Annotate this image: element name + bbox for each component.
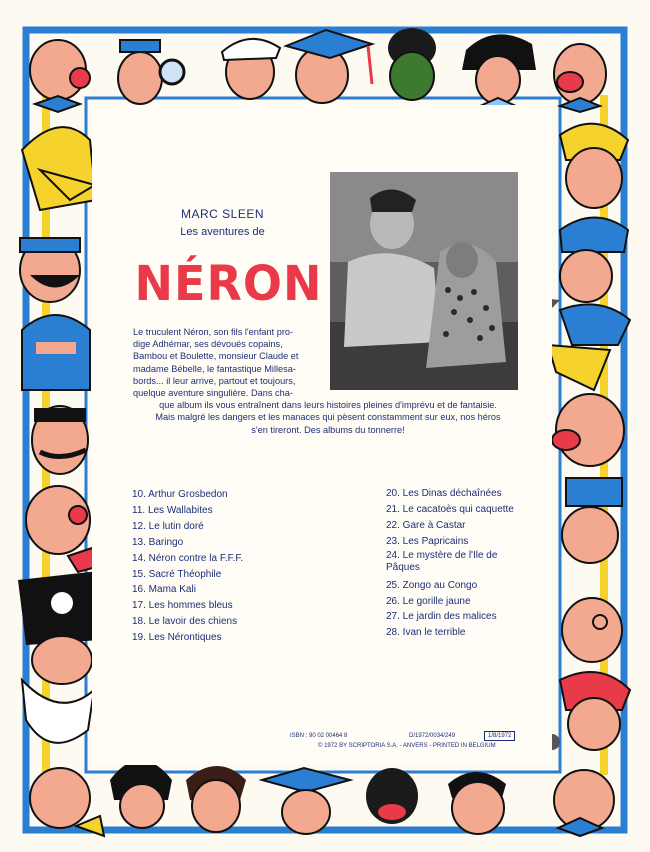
yellow-cap-man [22, 127, 96, 210]
intro-text-full: que album ils vous entraînent dans leurs histoires pleines d'imprévu et de fantaisie. Mais malgré les dangers et les manaces qui pèsent constamment sur eux, nos héros s'en tireront. Des albums du tonnerre! [155, 400, 501, 435]
album-item: 28. Ivan le terrible [386, 627, 466, 639]
album-list-left [132, 487, 377, 646]
fff-soldier [562, 478, 622, 563]
bottom-graduate [262, 768, 350, 834]
copyright-line: © 1972 BY SCRIPTORIA S.A. - ANVERS - PRINTED IN BELGIUM [318, 743, 496, 749]
legal-deposit: D/1972/0034/249 [409, 733, 456, 739]
sailor-boy [222, 39, 280, 99]
album-item: 23. Les Papricains [386, 535, 469, 547]
album-item: 20. Les Dinas déchaînées [386, 488, 502, 499]
album-item: 22. Gare à Castar [386, 519, 466, 531]
album-item: 24. Le mystère de l'Ile de Pâques [386, 549, 498, 574]
grumpy-man [552, 394, 624, 466]
isbn-number: ISBN : 90 02 00464 8 [290, 733, 348, 739]
big-nose-man [554, 44, 606, 112]
album-item: 10. Arthur Grosbedon [132, 489, 228, 500]
bottom-dark-face [366, 768, 418, 824]
series-subtitle: Les aventures de [180, 226, 265, 238]
red-haired-girl [186, 766, 246, 832]
album-item: 15. Sacré Théophile [132, 568, 222, 580]
album-item: 26. Le gorille jaune [386, 595, 471, 607]
girl-bow-face [462, 34, 536, 114]
intro-paragraph [133, 326, 521, 436]
magnifier-man [118, 40, 184, 104]
album-item: 16. Mama Kali [132, 584, 196, 596]
album-item: 11. Les Wallabites [132, 504, 213, 516]
publication-info [290, 733, 525, 739]
album-item: 12. Le lutin doré [132, 520, 204, 532]
blond-boy [560, 124, 628, 208]
red-haired-pipe-man [544, 672, 630, 750]
album-item: 19. Les Nérontiques [132, 632, 222, 644]
bun-hair-face [388, 28, 436, 100]
bottom-left-clown [30, 768, 104, 836]
smiling-boy [448, 772, 506, 834]
graduate-cap-head [286, 30, 372, 103]
album-item: 25. Zongo au Congo [386, 579, 478, 591]
author-name: MARC SLEEN [180, 207, 265, 221]
shako-guard [110, 760, 172, 828]
intro-text-column: Le truculent Néron, son fils l'enfant pro- dige Adhémar, ses dévoués copains, Bambou et Boulette, monsieur Claude et madame Bébelle, le fantastique Millesa- bords... il leur arrive, partout et toujours, quelque aventure singulière. Dans cha- [133, 327, 299, 399]
album-item: 18. Le lavoir des chiens [132, 616, 238, 628]
jester-head [30, 40, 90, 112]
album-item: 27. Le jardin des malices [386, 611, 497, 623]
album-list-right [386, 486, 526, 641]
veiled-face [22, 315, 90, 390]
bottom-right-man [554, 770, 614, 836]
edition-date: 1/8/1972 [484, 731, 515, 741]
series-logo: NÉRON [134, 254, 323, 311]
bald-man [26, 486, 100, 572]
album-item: 17. Les hommes bleus [132, 600, 233, 612]
sailor-captain-pipe [540, 218, 628, 313]
moustache-man [32, 406, 88, 474]
monocle-man [562, 598, 622, 662]
fedora-man [20, 238, 80, 302]
album-item: 13. Baringo [132, 536, 184, 548]
album-item: 21. Le cacatoès qui caquette [386, 503, 514, 515]
album-item: 14. Néron contre la F.F.F. [132, 552, 244, 564]
